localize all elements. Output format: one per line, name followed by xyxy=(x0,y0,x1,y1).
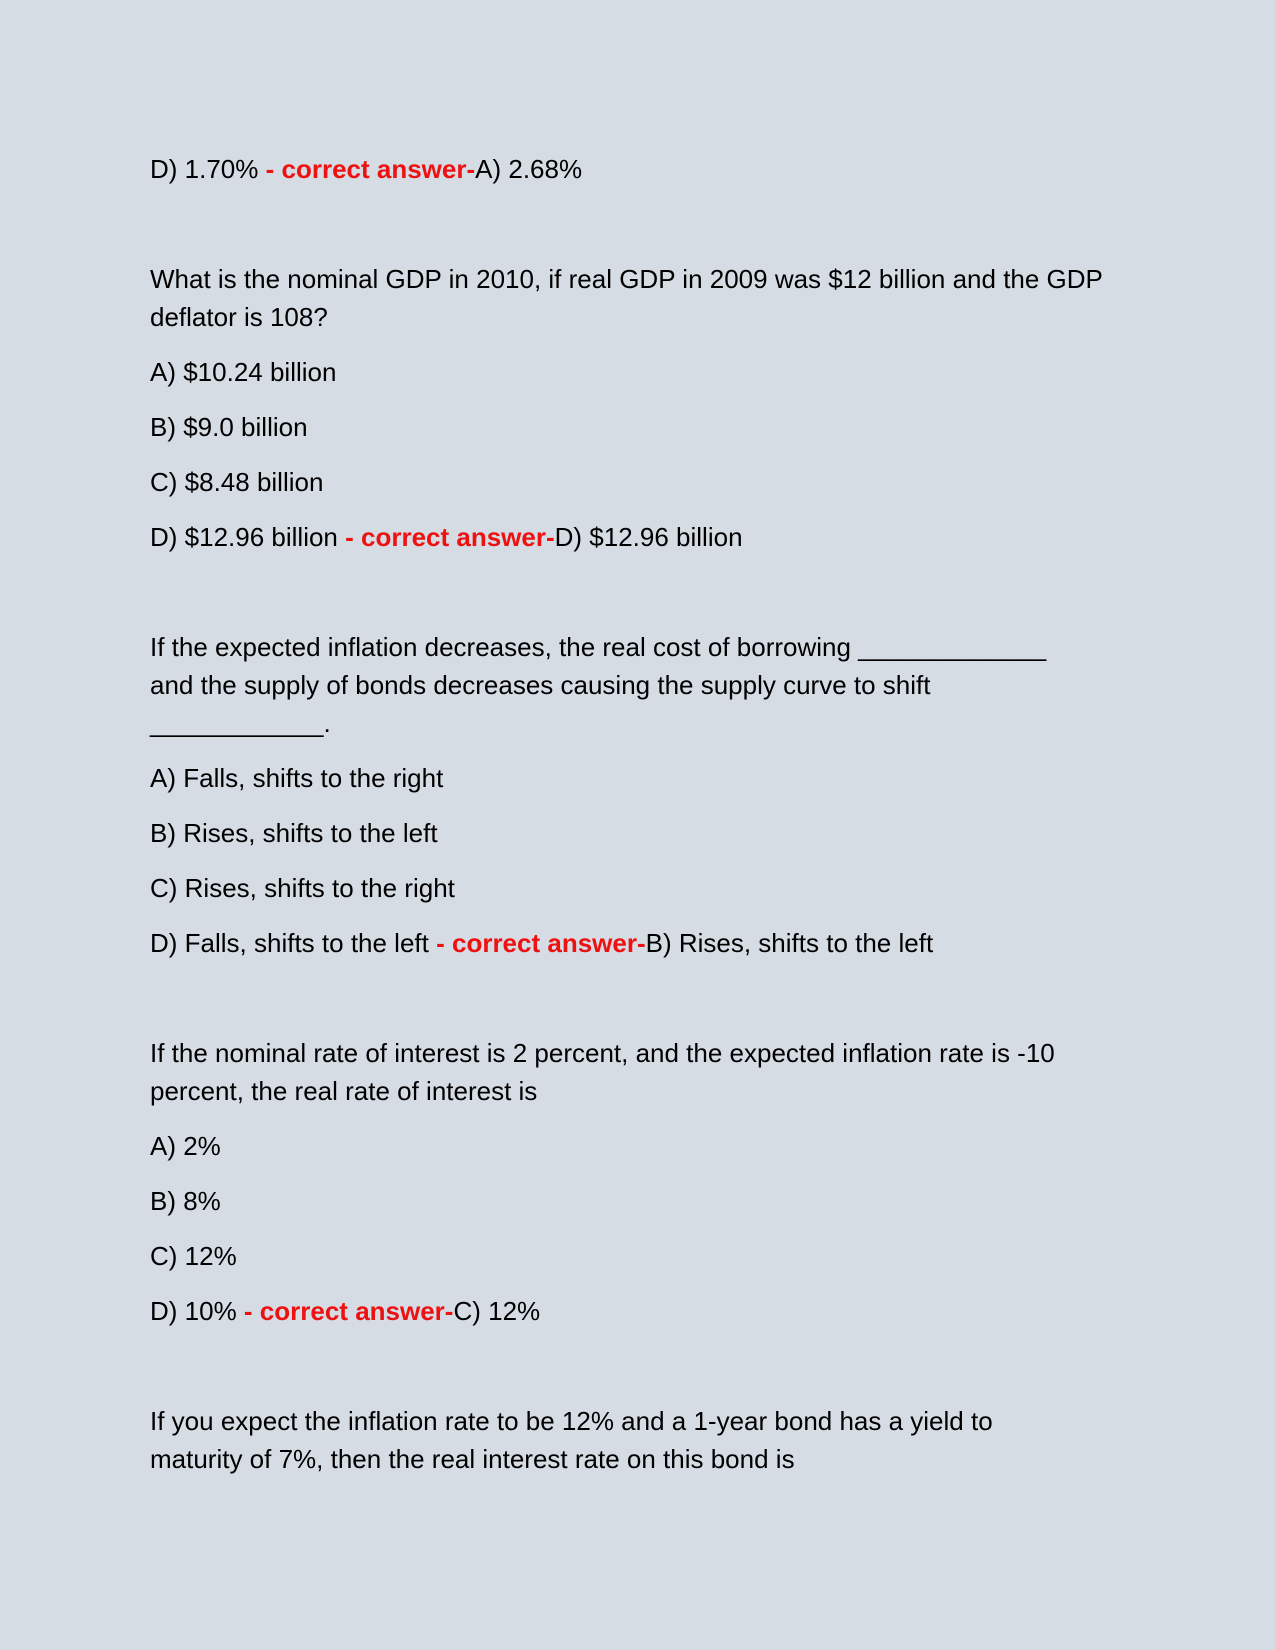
option-c: C) 12% xyxy=(150,1241,237,1271)
option-a: A) Falls, shifts to the right xyxy=(150,763,444,793)
correct-answer-marker: - correct answer- xyxy=(236,1296,454,1326)
option-text: D) 1.70% xyxy=(150,154,259,184)
option-c: C) Rises, shifts to the right xyxy=(150,873,455,903)
option-d: D) Falls, shifts to the left xyxy=(150,928,429,958)
answer-text: B) Rises, shifts to the left xyxy=(645,928,934,958)
correct-answer-marker: - correct answer- xyxy=(258,154,476,184)
correct-answer-marker: - correct answer- xyxy=(428,928,646,958)
question-text: If the nominal rate of interest is 2 percent, and the expected inflation rate is -10 percent, the real rate of interest is xyxy=(150,1038,1055,1106)
question-text: What is the nominal GDP in 2010, if real GDP in 2009 was $12 billion and the GDP deflator is 108? xyxy=(150,264,1103,332)
answer-text: A) 2.68% xyxy=(475,154,583,184)
option-a: A) $10.24 billion xyxy=(150,357,337,387)
correct-answer-marker: - correct answer- xyxy=(337,522,555,552)
answer-text: D) $12.96 billion xyxy=(554,522,743,552)
document-page xyxy=(150,150,1130,1495)
question-text: If the expected inflation decreases, the real cost of borrowing _____________ and the supply of bonds decreases causing the supply curve to shift ____________. xyxy=(150,632,1047,738)
option-b: B) $9.0 billion xyxy=(150,412,308,442)
answer-line xyxy=(150,1292,1130,1330)
option-c: C) $8.48 billion xyxy=(150,467,324,497)
option-d: D) $12.96 billion xyxy=(150,522,338,552)
option-b: B) Rises, shifts to the left xyxy=(150,818,438,848)
option-a: A) 2% xyxy=(150,1131,221,1161)
answer-text: C) 12% xyxy=(453,1296,541,1326)
answer-line xyxy=(150,150,1130,188)
question-text: If you expect the inflation rate to be 12% and a 1-year bond has a yield to maturity of 7%, then the real interest rate on this bond is xyxy=(150,1406,993,1474)
option-d: D) 10% xyxy=(150,1296,237,1326)
option-b: B) 8% xyxy=(150,1186,221,1216)
answer-line xyxy=(150,924,1130,962)
answer-line xyxy=(150,518,1130,556)
